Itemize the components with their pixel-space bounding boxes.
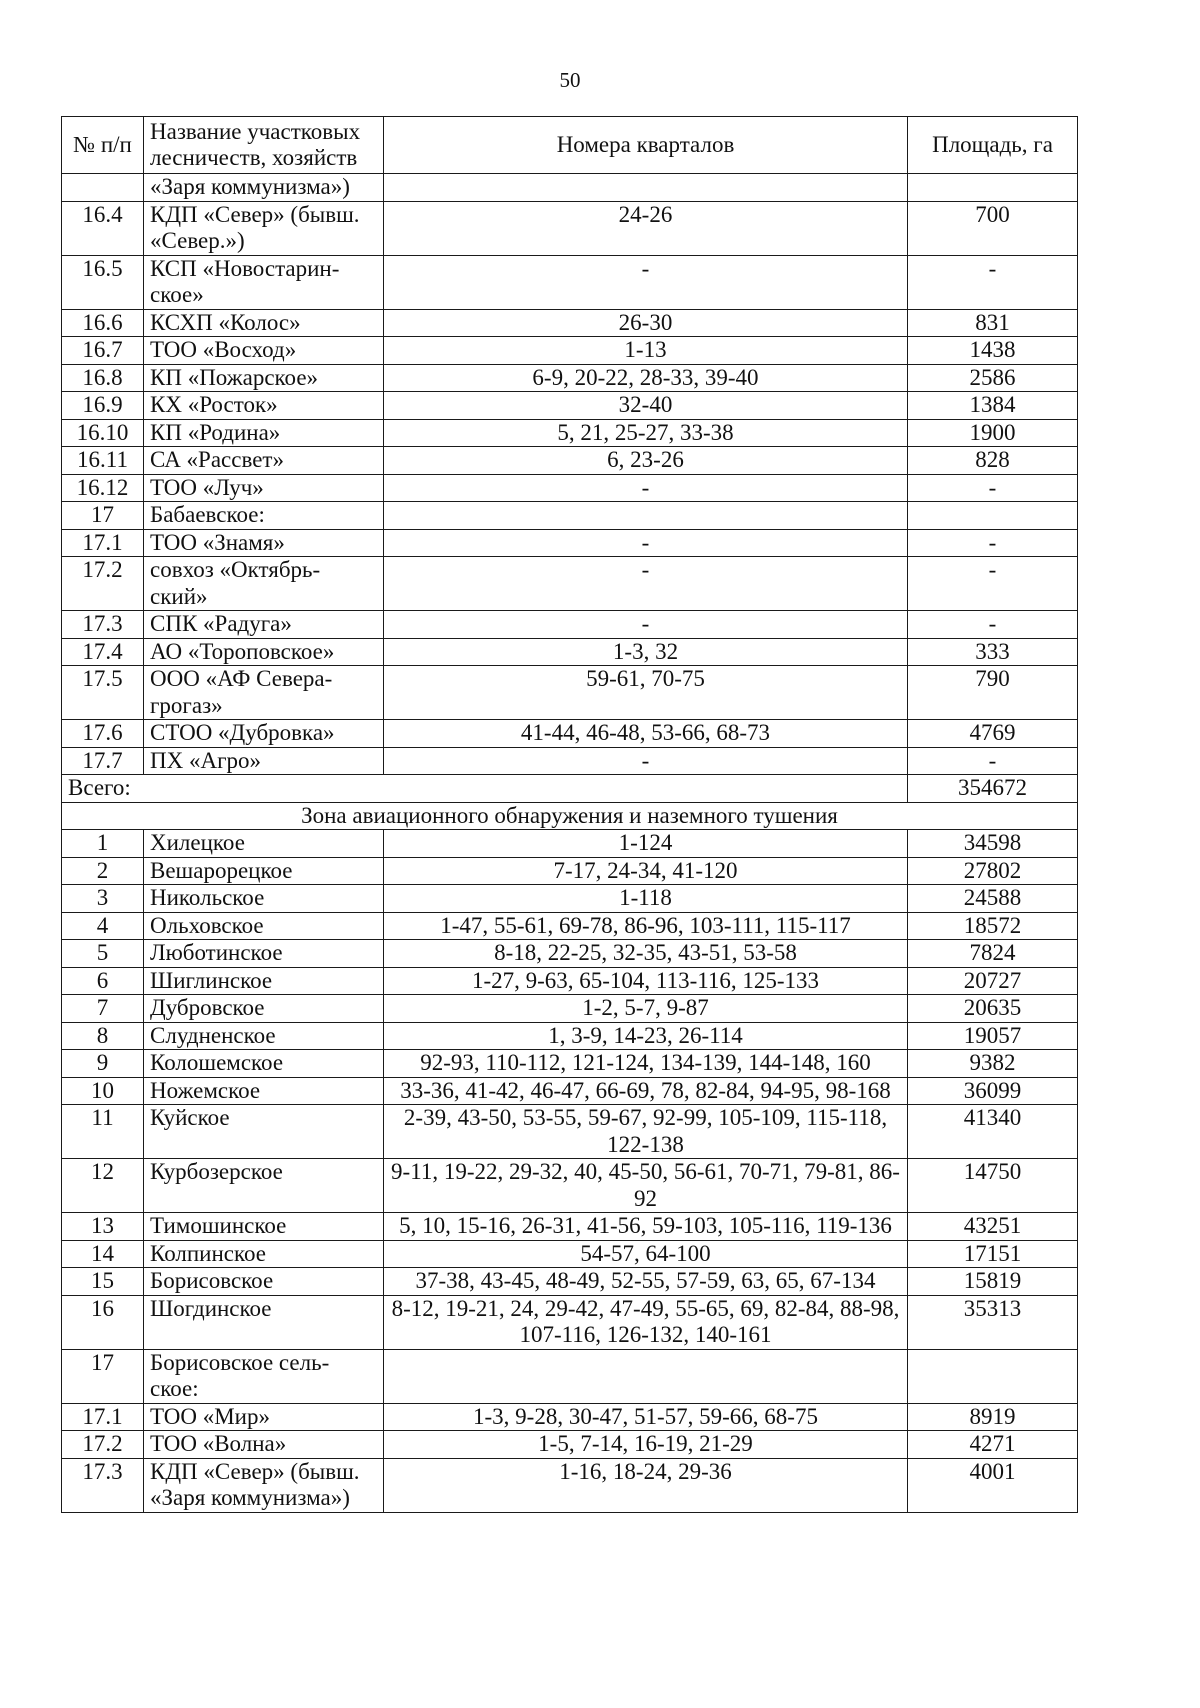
row-area: 1900	[908, 419, 1078, 447]
row-quarters: 8-12, 19-21, 24, 29-42, 47-49, 55-65, 69, 82-84, 88-98, 107-116, 126-132, 140-161	[384, 1295, 908, 1349]
table-row	[62, 419, 1078, 447]
row-name: Шиглинское	[144, 967, 384, 995]
row-number: 16.6	[62, 309, 144, 337]
table-row	[62, 1050, 1078, 1078]
row-area: 1438	[908, 337, 1078, 365]
table-row	[62, 747, 1078, 775]
row-area: 27802	[908, 857, 1078, 885]
row-quarters	[384, 502, 908, 530]
row-quarters: 2-39, 43-50, 53-55, 59-67, 92-99, 105-109, 115-118, 122-138	[384, 1105, 908, 1159]
row-number: 17.2	[62, 557, 144, 611]
row-number: 16	[62, 1295, 144, 1349]
header-row	[62, 117, 1078, 174]
row-area: 4769	[908, 720, 1078, 748]
header-num: № п/п	[62, 117, 144, 174]
row-area: 8919	[908, 1403, 1078, 1431]
row-area: 1384	[908, 392, 1078, 420]
table-row	[62, 1022, 1078, 1050]
row-name: Ольховское	[144, 912, 384, 940]
row-name: Борисовское сель-ское:	[144, 1349, 384, 1403]
row-area: 41340	[908, 1105, 1078, 1159]
row-name: ТОО «Мир»	[144, 1403, 384, 1431]
row-area	[908, 1349, 1078, 1403]
row-number: 17.7	[62, 747, 144, 775]
row-area	[908, 174, 1078, 202]
row-area: 2586	[908, 364, 1078, 392]
row-quarters: 59-61, 70-75	[384, 666, 908, 720]
row-name: ТОО «Восход»	[144, 337, 384, 365]
row-quarters: -	[384, 529, 908, 557]
table-row	[62, 502, 1078, 530]
header-area: Площадь, га	[908, 117, 1078, 174]
table-row	[62, 447, 1078, 475]
row-number	[62, 174, 144, 202]
row-quarters: 41-44, 46-48, 53-66, 68-73	[384, 720, 908, 748]
row-number: 2	[62, 857, 144, 885]
quarters-table	[61, 116, 1078, 1513]
row-quarters: -	[384, 557, 908, 611]
table-row	[62, 255, 1078, 309]
row-area: 36099	[908, 1077, 1078, 1105]
row-number: 3	[62, 885, 144, 913]
row-quarters: 5, 21, 25-27, 33-38	[384, 419, 908, 447]
zone-title: Зона авиационного обнаружения и наземного тушения	[62, 802, 1078, 830]
table-row	[62, 1403, 1078, 1431]
row-area: -	[908, 474, 1078, 502]
zone-row	[62, 802, 1078, 830]
row-quarters: 32-40	[384, 392, 908, 420]
row-number: 17.5	[62, 666, 144, 720]
row-area: -	[908, 747, 1078, 775]
row-area: 700	[908, 201, 1078, 255]
row-quarters: -	[384, 474, 908, 502]
row-number: 16.9	[62, 392, 144, 420]
row-quarters	[384, 174, 908, 202]
row-area	[908, 502, 1078, 530]
row-number: 14	[62, 1240, 144, 1268]
row-number: 17.1	[62, 529, 144, 557]
row-quarters: 1-5, 7-14, 16-19, 21-29	[384, 1431, 908, 1459]
row-quarters: 6, 23-26	[384, 447, 908, 475]
row-area: 15819	[908, 1268, 1078, 1296]
row-area: 4271	[908, 1431, 1078, 1459]
row-name: ТОО «Луч»	[144, 474, 384, 502]
table-row	[62, 830, 1078, 858]
table-row	[62, 1105, 1078, 1159]
row-quarters: 1-27, 9-63, 65-104, 113-116, 125-133	[384, 967, 908, 995]
row-name: Курбозерское	[144, 1159, 384, 1213]
table-row	[62, 529, 1078, 557]
row-area: -	[908, 529, 1078, 557]
row-quarters: 1-124	[384, 830, 908, 858]
row-area: 333	[908, 638, 1078, 666]
row-number: 17.1	[62, 1403, 144, 1431]
row-quarters: 6-9, 20-22, 28-33, 39-40	[384, 364, 908, 392]
row-area: 35313	[908, 1295, 1078, 1349]
row-area: 4001	[908, 1458, 1078, 1512]
table-row	[62, 557, 1078, 611]
row-quarters: 1-3, 9-28, 30-47, 51-57, 59-66, 68-75	[384, 1403, 908, 1431]
row-number: 6	[62, 967, 144, 995]
row-number: 17.3	[62, 611, 144, 639]
row-name: ТОО «Волна»	[144, 1431, 384, 1459]
row-quarters: 8-18, 22-25, 32-35, 43-51, 53-58	[384, 940, 908, 968]
row-number: 16.12	[62, 474, 144, 502]
row-name: КП «Родина»	[144, 419, 384, 447]
table-row	[62, 857, 1078, 885]
table-body	[62, 117, 1078, 1513]
table-row	[62, 201, 1078, 255]
table-row	[62, 1077, 1078, 1105]
page-number: 50	[559, 68, 581, 92]
row-area: 34598	[908, 830, 1078, 858]
row-name: Бабаевское:	[144, 502, 384, 530]
row-name: Слудненское	[144, 1022, 384, 1050]
row-quarters: 33-36, 41-42, 46-47, 66-69, 78, 82-84, 94-95, 98-168	[384, 1077, 908, 1105]
row-number: 16.4	[62, 201, 144, 255]
row-quarters: 1-2, 5-7, 9-87	[384, 995, 908, 1023]
row-area: 18572	[908, 912, 1078, 940]
row-number: 16.7	[62, 337, 144, 365]
row-number: 15	[62, 1268, 144, 1296]
row-area: 19057	[908, 1022, 1078, 1050]
row-number: 7	[62, 995, 144, 1023]
row-name: КП «Пожарское»	[144, 364, 384, 392]
row-area: 17151	[908, 1240, 1078, 1268]
row-name: КДП «Север» (бывш. «Север.»)	[144, 201, 384, 255]
row-number: 1	[62, 830, 144, 858]
row-name: СПК «Радуга»	[144, 611, 384, 639]
total-area: 354672	[908, 775, 1078, 803]
row-name: Ножемское	[144, 1077, 384, 1105]
row-area: 7824	[908, 940, 1078, 968]
row-name: Тимошинское	[144, 1213, 384, 1241]
row-area: -	[908, 611, 1078, 639]
row-name: КДП «Север» (бывш. «Заря коммунизма»)	[144, 1458, 384, 1512]
row-name: Колошемское	[144, 1050, 384, 1078]
row-number: 5	[62, 940, 144, 968]
row-name: Люботинское	[144, 940, 384, 968]
row-name: КСП «Новостарин-ское»	[144, 255, 384, 309]
row-name: КХ «Росток»	[144, 392, 384, 420]
row-name: Хилецкое	[144, 830, 384, 858]
row-area: 14750	[908, 1159, 1078, 1213]
table-row	[62, 1268, 1078, 1296]
row-quarters: -	[384, 255, 908, 309]
row-quarters: 5, 10, 15-16, 26-31, 41-56, 59-103, 105-116, 119-136	[384, 1213, 908, 1241]
row-quarters: 1-16, 18-24, 29-36	[384, 1458, 908, 1512]
row-number: 9	[62, 1050, 144, 1078]
row-name: Куйское	[144, 1105, 384, 1159]
row-number: 13	[62, 1213, 144, 1241]
row-number: 4	[62, 912, 144, 940]
table-row	[62, 1240, 1078, 1268]
row-quarters: 1-47, 55-61, 69-78, 86-96, 103-111, 115-117	[384, 912, 908, 940]
row-quarters: -	[384, 611, 908, 639]
row-quarters: 37-38, 43-45, 48-49, 52-55, 57-59, 63, 65, 67-134	[384, 1268, 908, 1296]
table-row	[62, 474, 1078, 502]
table-row	[62, 666, 1078, 720]
row-name: Вешарорецкое	[144, 857, 384, 885]
row-number: 16.5	[62, 255, 144, 309]
row-name: СА «Рассвет»	[144, 447, 384, 475]
row-quarters: 26-30	[384, 309, 908, 337]
row-number: 17.3	[62, 1458, 144, 1512]
row-quarters: 1-13	[384, 337, 908, 365]
table-row	[62, 1458, 1078, 1512]
row-name: ООО «АФ Севера-грогаз»	[144, 666, 384, 720]
row-number: 17.4	[62, 638, 144, 666]
row-quarters: -	[384, 747, 908, 775]
row-name: ТОО «Знамя»	[144, 529, 384, 557]
table-row	[62, 638, 1078, 666]
table-row	[62, 885, 1078, 913]
table-row	[62, 392, 1078, 420]
table-row	[62, 1349, 1078, 1403]
row-area: 24588	[908, 885, 1078, 913]
table-row	[62, 309, 1078, 337]
row-quarters: 24-26	[384, 201, 908, 255]
table-row	[62, 940, 1078, 968]
row-name: Никольское	[144, 885, 384, 913]
table-row	[62, 337, 1078, 365]
row-name: Борисовское	[144, 1268, 384, 1296]
row-quarters: 1-3, 32	[384, 638, 908, 666]
row-name: Колпинское	[144, 1240, 384, 1268]
table-row	[62, 912, 1078, 940]
row-quarters: 1-118	[384, 885, 908, 913]
row-name: СТОО «Дубровка»	[144, 720, 384, 748]
row-quarters	[384, 1349, 908, 1403]
row-area: -	[908, 255, 1078, 309]
row-name: КСХП «Колос»	[144, 309, 384, 337]
table-row	[62, 720, 1078, 748]
row-number: 17.6	[62, 720, 144, 748]
row-number: 16.8	[62, 364, 144, 392]
total-row	[62, 775, 1078, 803]
row-area: 43251	[908, 1213, 1078, 1241]
row-quarters: 1, 3-9, 14-23, 26-114	[384, 1022, 908, 1050]
table-row	[62, 174, 1078, 202]
row-number: 12	[62, 1159, 144, 1213]
row-name: совхоз «Октябрь-ский»	[144, 557, 384, 611]
row-number: 11	[62, 1105, 144, 1159]
row-quarters: 92-93, 110-112, 121-124, 134-139, 144-148, 160	[384, 1050, 908, 1078]
header-quarters: Номера кварталов	[384, 117, 908, 174]
row-quarters: 7-17, 24-34, 41-120	[384, 857, 908, 885]
row-number: 17.2	[62, 1431, 144, 1459]
row-quarters: 54-57, 64-100	[384, 1240, 908, 1268]
row-name: Шогдинское	[144, 1295, 384, 1349]
row-number: 17	[62, 1349, 144, 1403]
row-number: 10	[62, 1077, 144, 1105]
row-quarters: 9-11, 19-22, 29-32, 40, 45-50, 56-61, 70-71, 79-81, 86-92	[384, 1159, 908, 1213]
row-area: 831	[908, 309, 1078, 337]
table-row	[62, 1431, 1078, 1459]
row-area: 20727	[908, 967, 1078, 995]
table-row	[62, 1159, 1078, 1213]
table-row	[62, 611, 1078, 639]
row-name: ПХ «Агро»	[144, 747, 384, 775]
row-name: АО «Тороповское»	[144, 638, 384, 666]
table-row	[62, 1295, 1078, 1349]
row-area: -	[908, 557, 1078, 611]
table-row	[62, 364, 1078, 392]
total-label: Всего:	[62, 775, 908, 803]
row-area: 9382	[908, 1050, 1078, 1078]
table-row	[62, 1213, 1078, 1241]
row-area: 790	[908, 666, 1078, 720]
row-area: 828	[908, 447, 1078, 475]
row-name: «Заря коммунизма»)	[144, 174, 384, 202]
header-name: Название участковых лесничеств, хозяйств	[144, 117, 384, 174]
row-number: 16.11	[62, 447, 144, 475]
row-name: Дубровское	[144, 995, 384, 1023]
row-area: 20635	[908, 995, 1078, 1023]
table-row	[62, 967, 1078, 995]
row-number: 17	[62, 502, 144, 530]
row-number: 16.10	[62, 419, 144, 447]
row-number: 8	[62, 1022, 144, 1050]
table-row	[62, 995, 1078, 1023]
